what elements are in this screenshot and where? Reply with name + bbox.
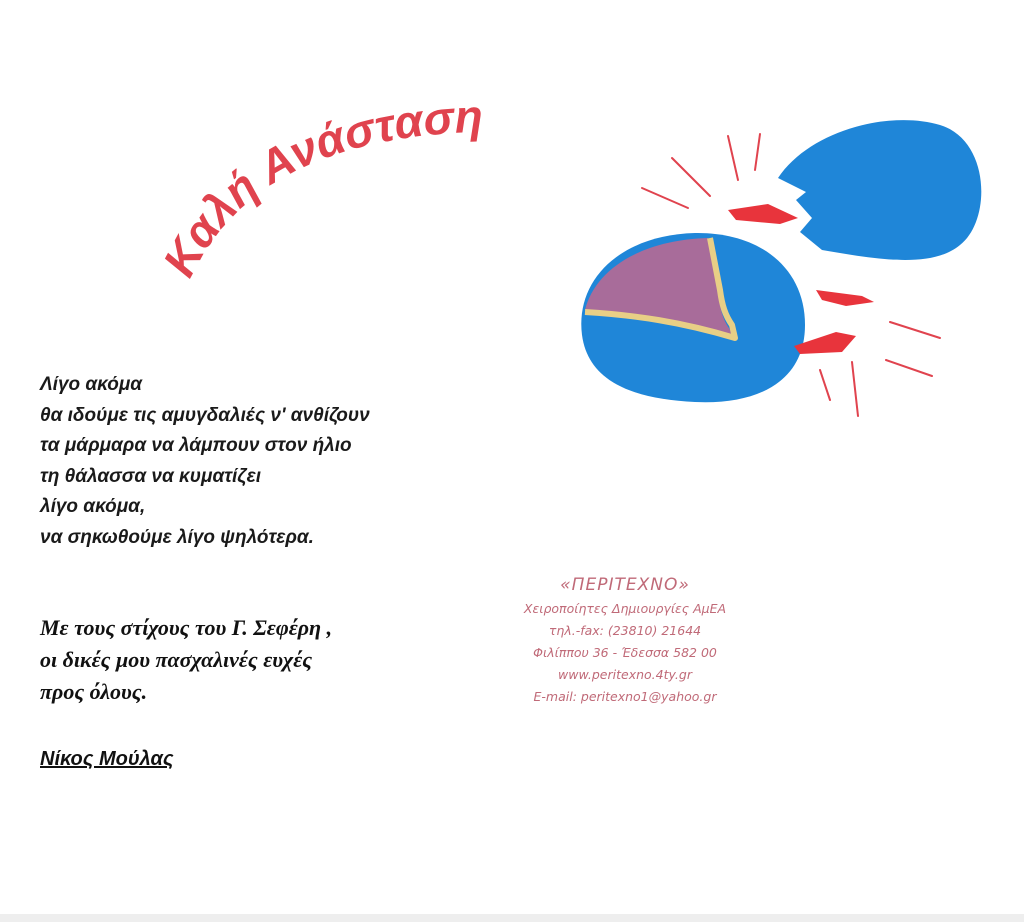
organization-website: www.peritexno.4ty.gr (558, 667, 692, 682)
organization-phone: τηλ.-fax: (23810) 21644 (548, 623, 702, 638)
bottom-edge (0, 914, 1024, 922)
poem-line: να σηκωθούμε λίγο ψηλότερα. (40, 526, 314, 548)
poem-line: θα ιδούμε τις αμυγδαλιές ν' ανθίζουν (40, 404, 370, 426)
organization-address: Φιλίππου 36 - Έδεσσα 582 00 (533, 645, 717, 660)
organization-subtitle: Χειροποίητες Δημιουργίες ΑμΕΑ (523, 601, 727, 616)
organization-info (470, 572, 780, 708)
greeting-title (150, 70, 550, 300)
cracked-egg-illustration (560, 100, 1000, 430)
organization-name: «ΠΕΡΙΤΕΧΝΟ» (560, 575, 690, 595)
poem (40, 370, 370, 553)
poem-line: τη θάλασσα να κυματίζει (40, 465, 261, 487)
shell-shard-1 (728, 204, 798, 224)
shell-shard-2 (816, 290, 874, 306)
poem-line: τα μάρμαρα να λάμπουν στον ήλιο (40, 435, 352, 456)
dedication-line: προς όλους. (40, 679, 148, 704)
poem-line: Λίγο ακόμα (40, 374, 143, 395)
greeting-title-text: Καλή Ανάσταση (152, 89, 484, 285)
signature: Νίκος Μούλας (40, 748, 174, 770)
poem-line: λίγο ακόμα, (40, 496, 146, 517)
egg-top-shell (778, 120, 981, 260)
dedication-line: οι δικές μου πασχαλινές ευχές (40, 647, 313, 672)
dedication-line: Με τους στίχους του Γ. Σεφέρη , (40, 615, 333, 640)
organization-email: E-mail: peritexno1@yahoo.gr (533, 689, 717, 704)
dedication (40, 612, 332, 708)
